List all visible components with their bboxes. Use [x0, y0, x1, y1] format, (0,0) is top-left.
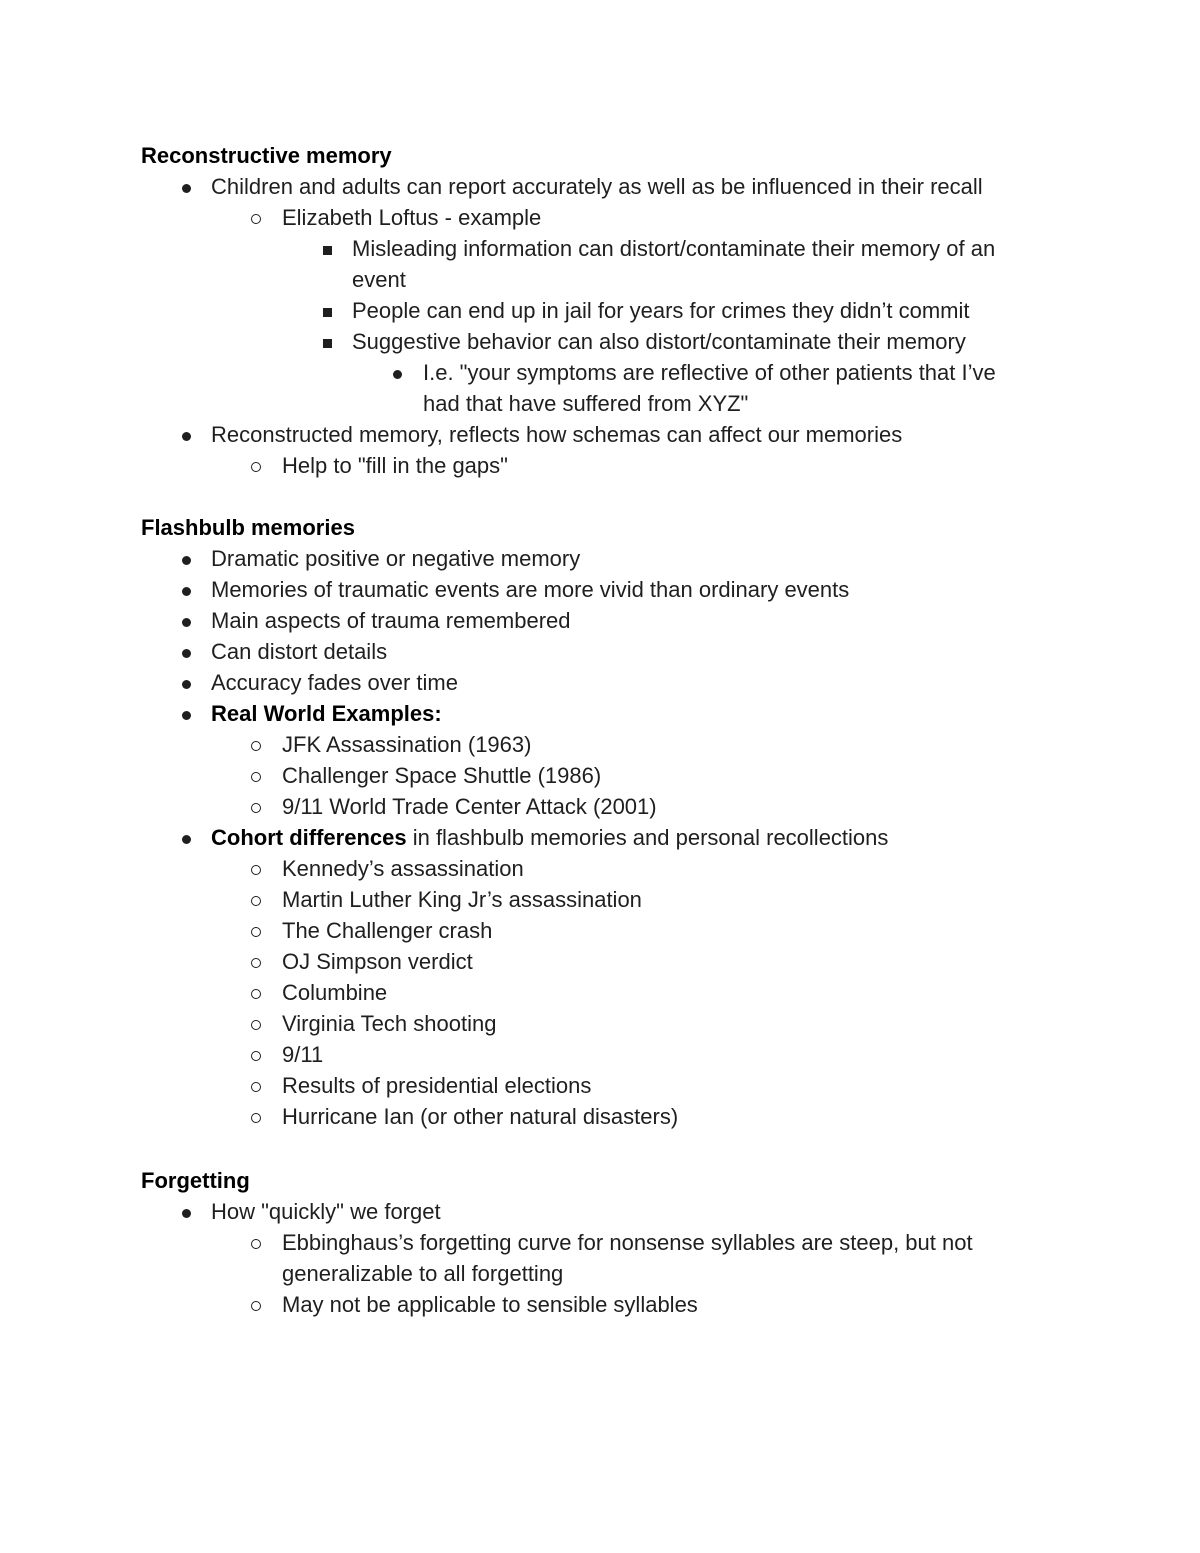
- list-item-continuation: had that have suffered from XYZ": [423, 391, 749, 416]
- list-item: Help to "fill in the gaps": [282, 453, 508, 478]
- list-item: 9/11: [282, 1042, 324, 1067]
- list-item-cohort: [211, 822, 888, 853]
- list-item: Virginia Tech shooting: [282, 1011, 497, 1036]
- list-item: Results of presidential elections: [282, 1073, 592, 1098]
- list-item: Elizabeth Loftus - example: [282, 205, 542, 230]
- bullet-disc-icon: [387, 357, 407, 388]
- list-item: The Challenger crash: [282, 918, 493, 943]
- bullet-circle-icon: [246, 1070, 266, 1101]
- bullet-disc-icon: [176, 574, 196, 605]
- bullet-circle-icon: [246, 884, 266, 915]
- list-item: Suggestive behavior can also distort/contaminate their memory: [352, 329, 966, 354]
- list-item: May not be applicable to sensible syllables: [282, 1292, 698, 1317]
- list-item-continuation: event: [352, 267, 406, 292]
- list-item: Reconstructed memory, reflects how schemas can affect our memories: [211, 422, 903, 447]
- bullet-disc-icon: [176, 636, 196, 667]
- list-item: Columbine: [282, 980, 388, 1005]
- bullet-square-icon: [317, 295, 337, 326]
- bullet-circle-icon: [246, 791, 266, 822]
- bullet-disc-icon: [176, 1196, 196, 1227]
- list-item: Can distort details: [211, 639, 388, 664]
- bullet-circle-icon: [246, 1101, 266, 1132]
- section-heading-forgetting: Forgetting: [141, 1168, 250, 1193]
- bullet-circle-icon: [246, 853, 266, 884]
- bullet-disc-icon: [176, 822, 196, 853]
- bullet-disc-icon: [176, 667, 196, 698]
- bullet-circle-icon: [246, 1289, 266, 1320]
- bullet-circle-icon: [246, 202, 266, 233]
- bullet-circle-icon: [246, 450, 266, 481]
- list-item: Challenger Space Shuttle (1986): [282, 763, 602, 788]
- list-item: Ebbinghaus’s forgetting curve for nonsense syllables are steep, but not: [282, 1230, 973, 1255]
- list-item: I.e. "your symptoms are reflective of other patients that I’ve: [423, 360, 996, 385]
- bullet-circle-icon: [246, 977, 266, 1008]
- bullet-disc-icon: [176, 419, 196, 450]
- list-item: Children and adults can report accurately as well as be influenced in their recall: [211, 174, 983, 199]
- bullet-circle-icon: [246, 1008, 266, 1039]
- list-item: JFK Assassination (1963): [282, 732, 532, 757]
- list-item-continuation: generalizable to all forgetting: [282, 1261, 564, 1286]
- bullet-circle-icon: [246, 1227, 266, 1258]
- bullet-circle-icon: [246, 915, 266, 946]
- list-item: Dramatic positive or negative memory: [211, 546, 581, 571]
- list-item: OJ Simpson verdict: [282, 949, 473, 974]
- list-item-real-world-label: Real World Examples:: [211, 701, 442, 726]
- list-item: Martin Luther King Jr’s assassination: [282, 887, 642, 912]
- bullet-circle-icon: [246, 760, 266, 791]
- list-item: People can end up in jail for years for crimes they didn’t commit: [352, 298, 970, 323]
- bullet-circle-icon: [246, 946, 266, 977]
- list-item: Memories of traumatic events are more vivid than ordinary events: [211, 577, 850, 602]
- list-item: Misleading information can distort/contaminate their memory of an: [352, 236, 996, 261]
- list-item: 9/11 World Trade Center Attack (2001): [282, 794, 657, 819]
- bullet-circle-icon: [246, 729, 266, 760]
- cohort-rest-text: in flashbulb memories and personal recollections: [406, 825, 889, 850]
- bullet-square-icon: [317, 233, 337, 264]
- cohort-bold-text: Cohort differences: [211, 825, 407, 850]
- list-item: Main aspects of trauma remembered: [211, 608, 571, 633]
- bullet-disc-icon: [176, 543, 196, 574]
- bullet-circle-icon: [246, 1039, 266, 1070]
- bullet-disc-icon: [176, 698, 196, 729]
- bullet-square-icon: [317, 326, 337, 357]
- list-item: Hurricane Ian (or other natural disasters): [282, 1104, 679, 1129]
- section-heading-reconstructive: Reconstructive memory: [141, 143, 392, 168]
- list-item: Accuracy fades over time: [211, 670, 458, 695]
- section-heading-flashbulb: Flashbulb memories: [141, 515, 355, 540]
- list-item: Kennedy’s assassination: [282, 856, 524, 881]
- bullet-disc-icon: [176, 605, 196, 636]
- bullet-disc-icon: [176, 171, 196, 202]
- list-item: How "quickly" we forget: [211, 1199, 441, 1224]
